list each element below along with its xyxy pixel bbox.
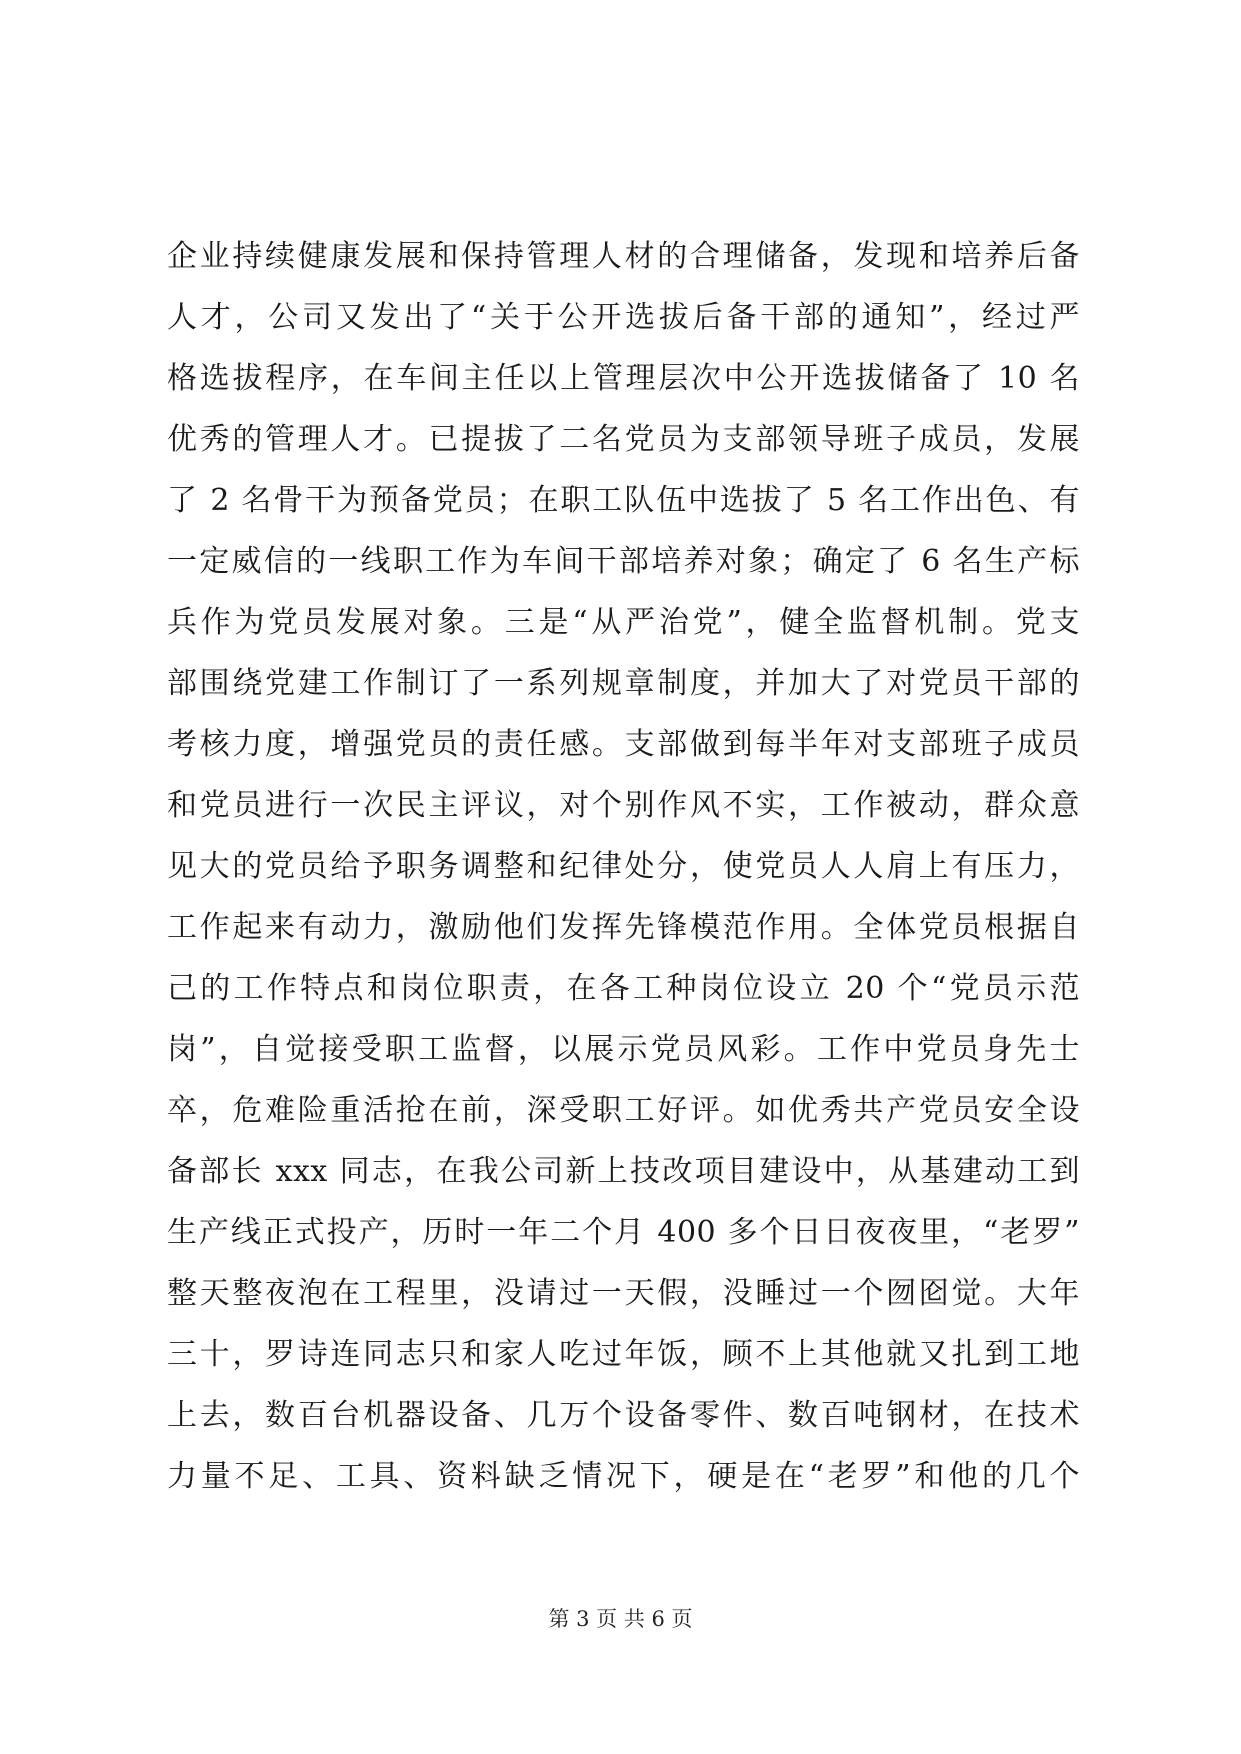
text-line: 考核力度，增强党员的责任感。支部做到每半年对支部班子成员: [167, 727, 1080, 762]
text-line: 卒，危难险重活抢在前，深受职工好评。如优秀共产党员安全设: [167, 1093, 1080, 1128]
text-line: 见大的党员给予职务调整和纪律处分，使党员人人肩上有压力，: [167, 849, 1080, 884]
text-line: 己的工作特点和岗位职责，在各工种岗位设立 20 个“党员示范: [167, 971, 1080, 1006]
page-number-footer: 第 3 页 共 6 页: [548, 1607, 693, 1631]
text-line: 部围绕党建工作制订了一系列规章制度，并加大了对党员干部的: [167, 666, 1080, 701]
text-line: 备部长 xxx 同志，在我公司新上技改项目建设中，从基建动工到: [167, 1154, 1080, 1189]
text-line: 人才，公司又发出了“关于公开选拔后备干部的通知”，经过严: [167, 300, 1080, 335]
text-line: 企业持续健康发展和保持管理人材的合理储备，发现和培养后备: [167, 239, 1080, 274]
text-line: 了 2 名骨干为预备党员；在职工队伍中选拔了 5 名工作出色、有: [167, 483, 1080, 518]
text-line: 和党员进行一次民主评议，对个别作风不实，工作被动，群众意: [167, 788, 1080, 823]
text-line: 岗”，自觉接受职工监督，以展示党员风彩。工作中党员身先士: [167, 1032, 1080, 1067]
text-line: 生产线正式投产，历时一年二个月 400 多个日日夜夜里，“老罗”: [167, 1215, 1080, 1250]
text-line: 整天整夜泡在工程里，没请过一天假，没睡过一个囫囵觉。大年: [167, 1276, 1080, 1311]
text-line: 一定威信的一线职工作为车间干部培养对象；确定了 6 名生产标: [167, 544, 1080, 579]
text-line: 兵作为党员发展对象。三是“从严治党”，健全监督机制。党支: [167, 605, 1080, 640]
text-line: 三十，罗诗连同志只和家人吃过年饭，顾不上其他就又扎到工地: [167, 1337, 1080, 1372]
text-line: 力量不足、工具、资料缺乏情况下，硬是在“老罗”和他的几个: [167, 1459, 1080, 1494]
body-text: [167, 226, 1080, 1507]
text-line: 工作起来有动力，激励他们发挥先锋模范作用。全体党员根据自: [167, 910, 1080, 945]
text-line: 格选拔程序，在车间主任以上管理层次中公开选拔储备了 10 名: [167, 361, 1080, 396]
text-line: 优秀的管理人才。已提拔了二名党员为支部领导班子成员，发展: [167, 422, 1080, 457]
text-line: 上去，数百台机器设备、几万个设备零件、数百吨钢材，在技术: [167, 1398, 1080, 1433]
